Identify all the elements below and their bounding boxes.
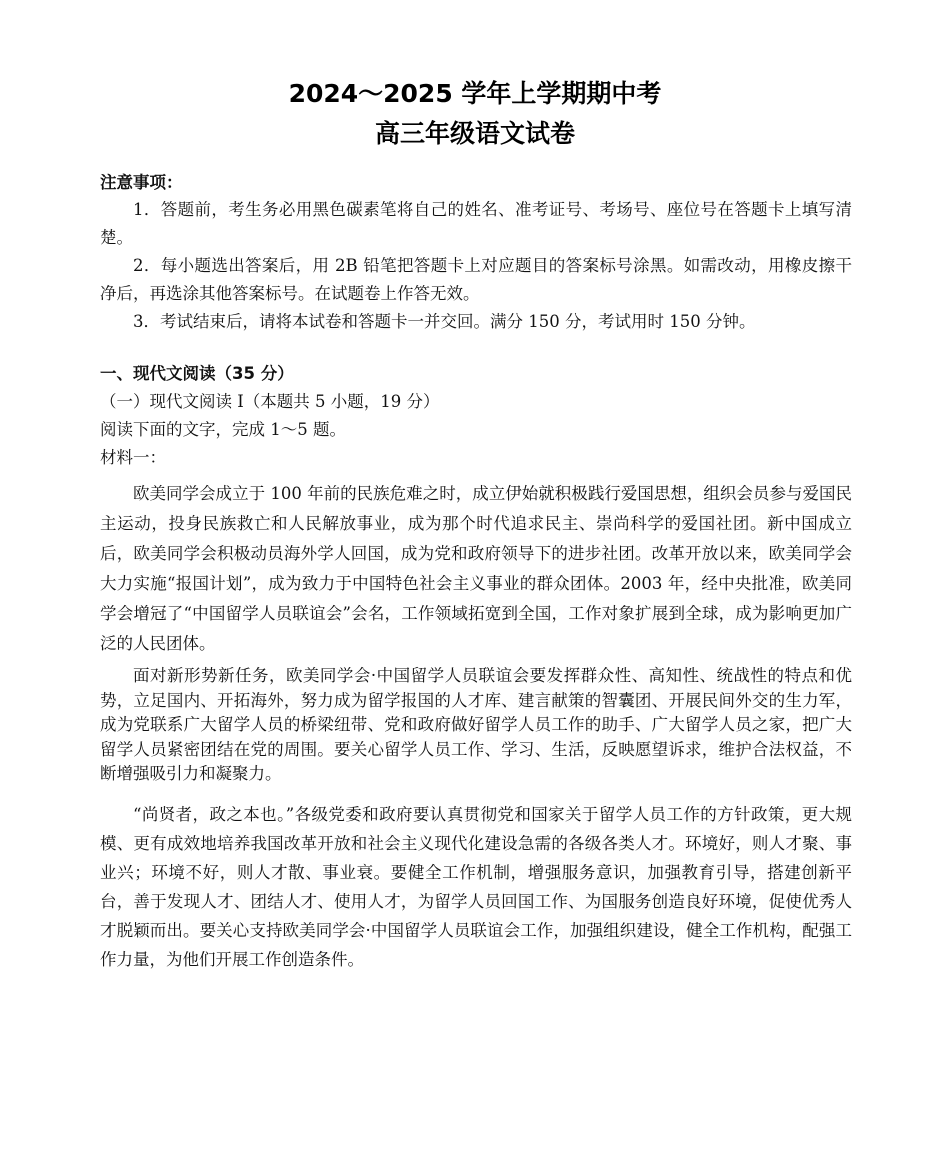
notes-heading: 注意事项： — [100, 173, 183, 192]
reading-instruction: 阅读下面的文字，完成 1～5 题。 — [100, 420, 346, 439]
exam-title: 2024～2025 学年上学期期中考 — [288, 79, 662, 108]
material-paragraph-2: 面对新形势新任务，欧美同学会·中国留学人员联谊会要发挥群众性、高知性、统战性的特点和优势，立足国内、开拓海外，努力成为留学报国的人才库、建言献策的智囊团、开展民间外交的生力军，成为党联系广大留学人员的桥梁纽带、党和政府做好留学人员工作的助手、广大留学人员之家，把广大留学人员紧密团结在党的周围。要关心留学人员工作、学习、生活，反映愿望诉求，维护合法权益，不断增强吸引力和凝聚力。 — [100, 666, 852, 783]
note-item-1: 1．答题前，考生务必用黑色碳素笔将自己的姓名、准考证号、考场号、座位号在答题卡上填写清楚。 — [100, 200, 852, 247]
material-paragraph-3: “尚贤者，政之本也。”各级党委和政府要认真贯彻党和国家关于留学人员工作的方针政策，更大规模、更有成效地培养我国改革开放和社会主义现代化建设急需的各级各类人才。环境好，则人才聚、事业兴；环境不好，则人才散、事业衰。要健全工作机制，增强服务意识，加强教育引导，搭建创新平台，善于发现人才、团结人才、使用人才，为留学人员回国工作、为国服务创造良好环境，促使优秀人才脱颖而出。要关心支持欧美同学会·中国留学人员联谊会工作，加强组织建设，健全工作机构，配强工作力量，为他们开展工作创造条件。 — [100, 804, 852, 969]
reading-section-header — [100, 360, 852, 472]
note-item-3: 3．考试结束后，请将本试卷和答题卡一并交回。满分 150 分，考试用时 150 分钟。 — [133, 312, 756, 331]
material-text — [100, 479, 852, 974]
notes-section — [100, 170, 852, 336]
exam-subtitle: 高三年级语文试卷 — [374, 119, 575, 148]
material-label: 材料一： — [100, 448, 166, 467]
sub-section-heading: （一）现代文阅读 I（本题共 5 小题，19 分） — [100, 392, 440, 411]
material-paragraph-1: 欧美同学会成立于 100 年前的民族危难之时，成立伊始就积极践行爱国思想，组织会员参与爱国民主运动，投身民族救亡和人民解放事业，成为那个时代追求民主、崇尚科学的爱国社团。新中国成立后，欧美同学会积极动员海外学人回国，成为党和政府领导下的进步社团。改革开放以来，欧美同学会大力实施“报国计划”，成为致力于中国特色社会主义事业的群众团体。2003 年，经中央批准，欧美同学会增冠了“中国留学人员联谊会”会名，工作领域拓宽到全国，工作对象扩展到全球，成为影响更加广泛的人民团体。 — [100, 484, 852, 653]
section-heading: 一、现代文阅读（35 分） — [100, 364, 294, 383]
note-item-2: 2．每小题选出答案后，用 2B 铅笔把答题卡上对应题目的答案标号涂黑。如需改动，用橡皮擦干净后，再选涂其他答案标号。在试题卷上作答无效。 — [100, 256, 852, 303]
